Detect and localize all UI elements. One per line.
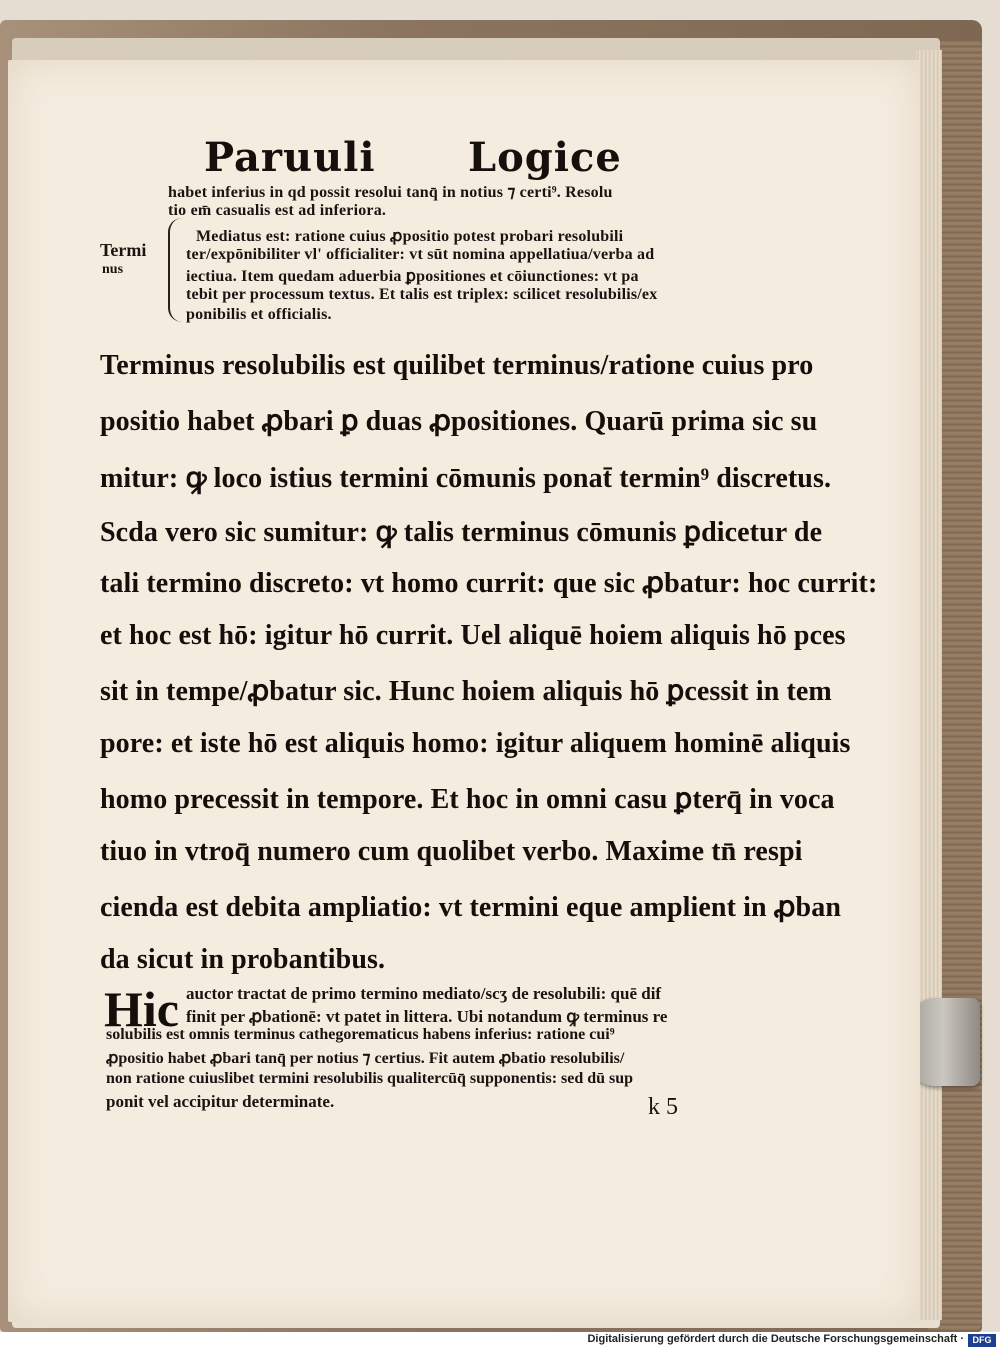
top-note-line: tio em̄ casualis est ad inferiora. [168,202,387,219]
running-title-right: Logice [468,134,622,181]
margin-word-line: nus [102,262,124,277]
top-note-line: habet inferius in qd possit resolui tanq̄ in notius ⁊ certi⁹. Resolu [168,184,613,201]
main-text-line: tali termino discreto: vt homo currit: que sic ꝓbatur: hoc currit: [100,568,878,599]
mediatus-line: Mediatus est: ratione cuius ꝓpositio potest probari resolubili [196,228,624,245]
commentary-line: ꝓpositio habet ꝓbari tanq̄ per notius ⁊ certius. Fit autem ꝓbatio resolubilis/ [106,1050,625,1067]
commentary-line: ponit vel accipitur determinate. [106,1092,335,1111]
commentary-line: auctor tractat de primo termino mediato/scʒ de resolubili: quē dif [186,984,662,1003]
main-text-line: pore: et iste hō est aliquis homo: igitur aliquem hominē aliquis [100,728,851,759]
mediatus-line: tebit per processum textus. Et talis est triplex: scilicet resolubilis/ex [186,286,658,303]
mediatus-line: iectiua. Item quedam aduerbia ꝑpositiones et cōiunctiones: vt pa [186,268,639,285]
commentary-initial: Hic [104,981,179,1037]
main-text-line: positio habet ꝓbari ꝑ duas ꝓpositiones. Quarū prima sic su [100,406,818,437]
main-text-line: et hoc est hō: igitur hō currit. Uel aliquē hoiem aliquis hō pces [100,620,846,651]
main-text-line: tiuo in vtroq̄ numero cum quolibet verbo. Maxime tn̄ respi [100,836,803,867]
dfg-logo: DFG [968,1334,996,1347]
main-text-line: Scda vero sic sumitur: ꝙ talis terminus cōmunis ꝑdicetur de [100,517,823,548]
mediatus-line: ponibilis et officialis. [186,306,332,323]
commentary-line: non ratione cuiuslibet termini resolubilis qualitercūq̄ supponentis: sed dū sup [106,1070,634,1087]
footer-credit: Digitalisierung gefördert durch die Deutsche Forschungsgemeinschaft · [587,1333,964,1345]
main-text-line: da sicut in probantibus. [100,944,386,975]
main-text-line: sit in tempe/ꝓbatur sic. Hunc hoiem aliquis hō ꝑcessit in tem [100,676,832,707]
margin-word-line: Termi [100,240,147,260]
commentary-line: finit per ꝓbationē: vt patet in littera. Ubi notandum ꝙ terminus re [186,1007,668,1026]
main-text-line: homo precessit in tempore. Et hoc in omni casu ꝑterq̄ in voca [100,784,835,815]
running-title-left: Paruuli [204,134,376,181]
commentary-line: solubilis est omnis terminus cathegorematicus habens inferius: ratione cui⁹ [106,1026,615,1043]
signature-mark: k 5 [648,1094,678,1120]
main-text-line: mitur: ꝙ loco istius termini cōmunis ponat̄ termin⁹ discretus. [100,463,832,494]
main-text-line: Terminus resolubilis est quilibet terminus/ratione cuius pro [100,350,814,381]
mediatus-line: ter/expōnibiliter vl' officialiter: vt sūt nomina appellatiua/verba ad [186,246,655,263]
main-text-line: cienda est debita ampliatio: vt termini eque amplient in ꝓban [100,892,842,923]
